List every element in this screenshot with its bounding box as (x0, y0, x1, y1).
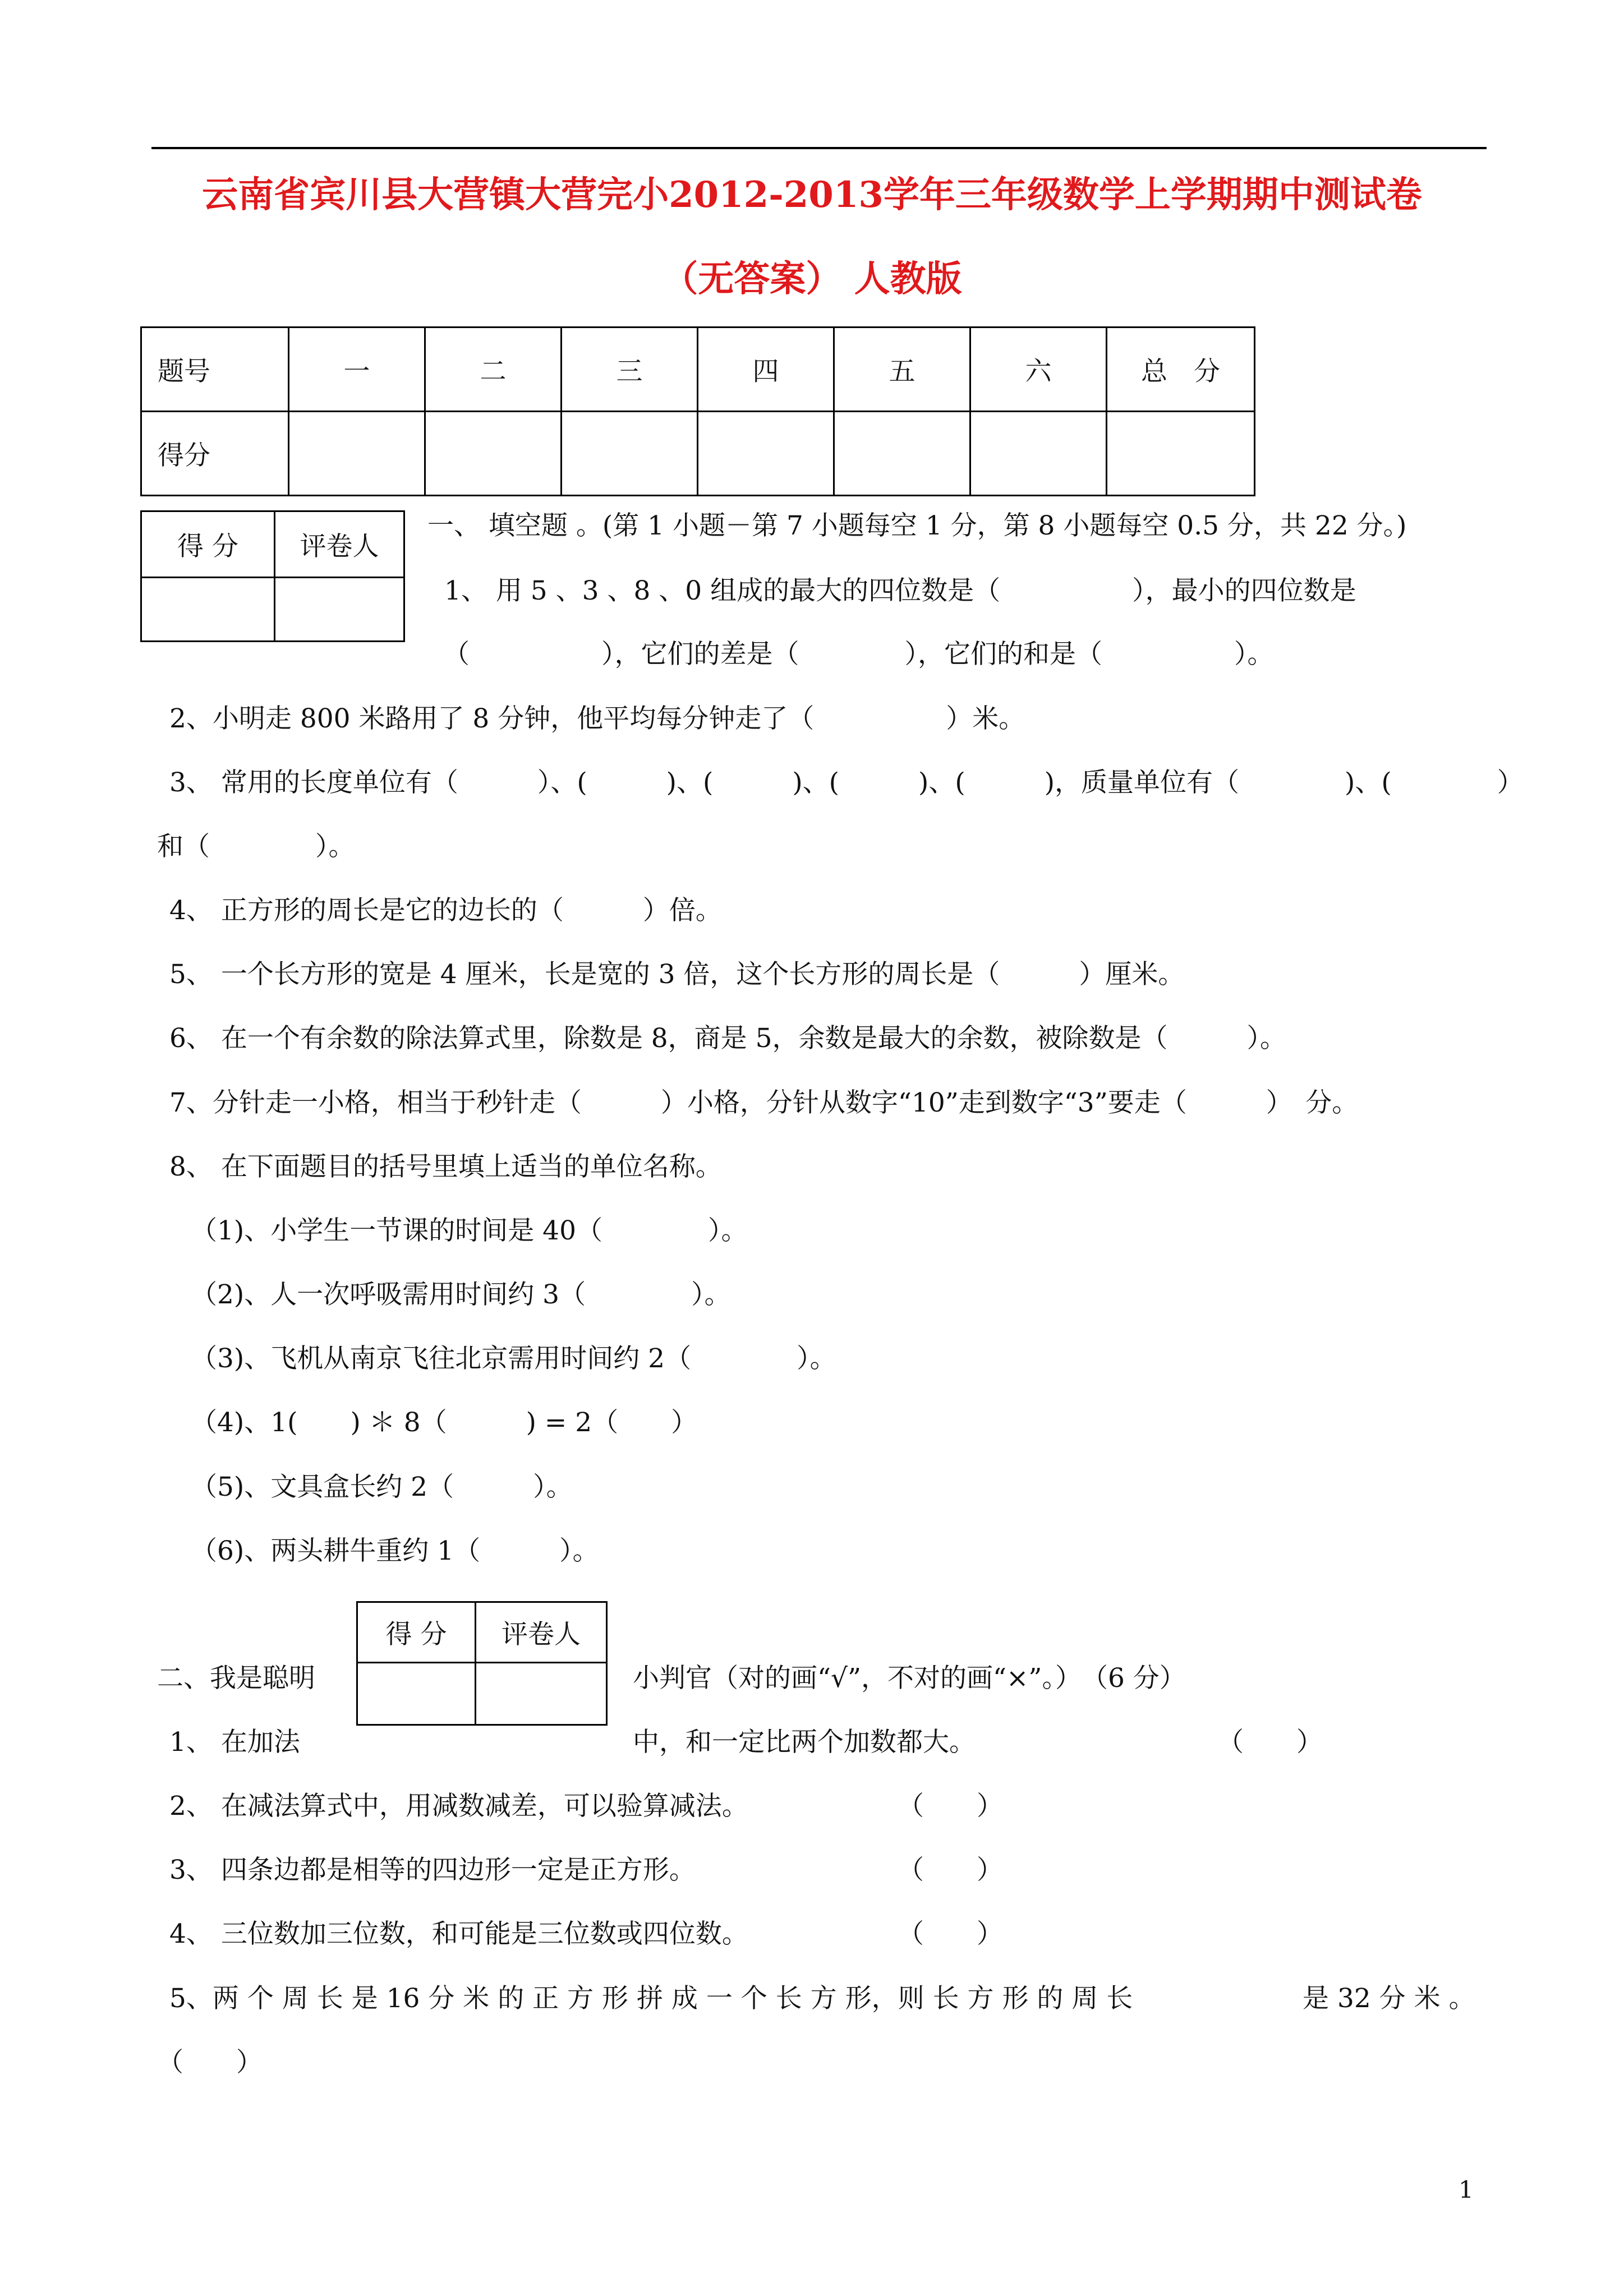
judge-answer-paren[interactable]: （ ） (898, 1919, 1003, 1949)
question-8-item: （5)、文具盒长约 2（ ）。 (191, 1472, 573, 1502)
grader-name-label: 评卷人 (476, 1602, 607, 1663)
score-table-score-row (141, 412, 1255, 496)
question-4: 4、 正方形的周长是它的边长的（ ）倍。 (169, 895, 722, 926)
judge-question-5-left: 5、两 个 周 长 是 16 分 米 的 正 方 形 拼 成 一 个 长 方 形，则 长 方 形 的 周 长 (169, 1983, 1133, 2014)
grader-box-section1 (140, 510, 405, 642)
score-table-header-cell: 一 (289, 328, 425, 412)
score-table-header-cell: 三 (562, 328, 698, 412)
score-table-header-cell: 四 (698, 328, 834, 412)
question-2: 2、小明走 800 米路用了 8 分钟，他平均每分钟走了（ ）米。 (169, 703, 1025, 734)
score-table (140, 326, 1255, 496)
question-7: 7、分针走一小格，相当于秒针走（ ）小格，分针从数字“10”走到数字“3”要走（ ） 分。 (169, 1087, 1359, 1118)
grader-box-section2 (356, 1601, 608, 1726)
score-cell[interactable] (834, 412, 970, 496)
score-table-header-cell: 五 (834, 328, 970, 412)
judge-answer-paren[interactable]: （ ） (1217, 1727, 1323, 1758)
grader-name-label: 评卷人 (275, 511, 404, 578)
top-rule (151, 147, 1487, 149)
score-cell[interactable] (289, 412, 425, 496)
judge-question-5-right: 是 32 分 米 。 (1303, 1983, 1475, 2014)
score-table-header-cell: 六 (970, 328, 1107, 412)
score-table-header-cell: 总 分 (1107, 328, 1255, 412)
score-cell[interactable] (970, 412, 1107, 496)
section1-heading: 一、 填空题 。(第 1 小题－第 7 小题每空 1 分，第 8 小题每空 0.5 分，共 22 分。) (427, 510, 1407, 541)
page-number: 1 (1459, 2176, 1474, 2203)
score-cell[interactable] (562, 412, 698, 496)
grader-score-label: 得 分 (141, 511, 275, 578)
grader-name-cell[interactable] (275, 578, 404, 642)
question-8-item: （1)、小学生一节课的时间是 40（ ）。 (191, 1215, 748, 1246)
section2-heading-left: 二、我是聪明 (157, 1663, 315, 1694)
question-1-line2: （ ），它们的差是（ ），它们的和是（ ）。 (443, 639, 1274, 670)
question-6: 6、 在一个有余数的除法算式里，除数是 8，商是 5，余数是最大的余数，被除数是（ ）。 (169, 1023, 1287, 1054)
question-3-line1: 3、 常用的长度单位有（ ）、( )、( )、( )、( )，质量单位有（ )、( ） (169, 767, 1524, 798)
grader-score-cell[interactable] (357, 1663, 476, 1725)
question-8-item: （3)、飞机从南京飞往北京需用时间约 2（ ）。 (191, 1343, 836, 1374)
grader-score-cell[interactable] (141, 578, 275, 642)
judge-answer-paren[interactable]: （ ） (898, 1791, 1003, 1822)
score-table-header-row (141, 328, 1255, 412)
question-8-item: （6)、两头耕牛重约 1（ ）。 (191, 1536, 599, 1566)
judge-question-2: 2、 在减法算式中，用减数减差，可以验算减法。 (169, 1791, 748, 1822)
grader-name-cell[interactable] (476, 1663, 607, 1725)
judge-question-3: 3、 四条边都是相等的四边形一定是正方形。 (169, 1855, 696, 1885)
judge-question-4: 4、 三位数加三位数，和可能是三位数或四位数。 (169, 1919, 748, 1949)
judge-answer-paren[interactable]: （ ） (898, 1855, 1003, 1885)
section2-heading-right: 小判官（对的画“√”，不对的画“×”。） （6 分） (633, 1663, 1186, 1694)
grader-score-label: 得 分 (357, 1602, 476, 1663)
question-8-item: （2)、人一次呼吸需用时间约 3（ ）。 (191, 1279, 731, 1310)
question-3-line2: 和（ ）。 (157, 831, 355, 862)
question-5: 5、 一个长方形的宽是 4 厘米，长是宽的 3 倍，这个长方形的周长是（ ）厘米。 (169, 959, 1185, 990)
page-subtitle: （无答案） 人教版 (662, 258, 962, 300)
question-1-line1: 1、 用 5 、3 、8 、0 组成的最大的四位数是（ ），最小的四位数是 (444, 575, 1356, 606)
judge-question-1-right: 中，和一定比两个加数都大。 (633, 1727, 976, 1758)
score-table-header-cell: 题号 (141, 328, 289, 412)
page-title: 云南省宾川县大营镇大营完小2012-2013学年三年级数学上学期期中测试卷 (202, 174, 1422, 216)
question-8-item: （4)、1( ) ＊ 8（ ) = 2（ ） (191, 1407, 698, 1438)
question-8: 8、 在下面题目的括号里填上适当的单位名称。 (169, 1151, 722, 1182)
judge-answer-paren[interactable]: （ ） (157, 2047, 263, 2078)
score-table-header-cell: 二 (425, 328, 562, 412)
score-cell[interactable] (698, 412, 834, 496)
judge-question-1-left: 1、 在加法 (169, 1727, 300, 1758)
score-cell[interactable] (425, 412, 562, 496)
score-cell[interactable] (1107, 412, 1255, 496)
score-table-row-label: 得分 (141, 412, 289, 496)
